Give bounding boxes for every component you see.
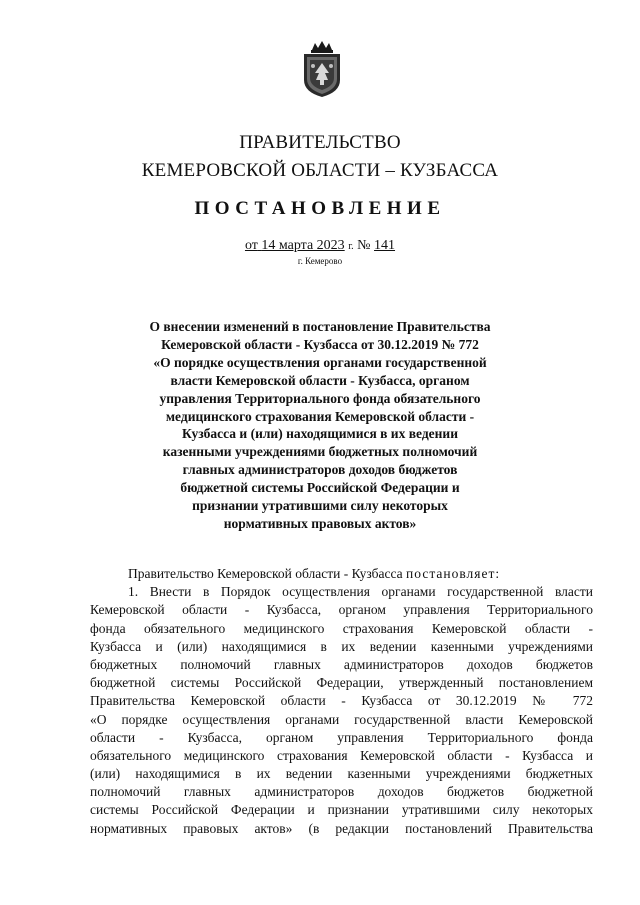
subject-line: медицинского страхования Кемеровской области - bbox=[165, 408, 475, 424]
body-line: нормативных правовых актов» (в редакции постановлений Правительства bbox=[90, 820, 593, 836]
body-line: области - Кузбасса, органом управления Территориального фонда bbox=[90, 729, 593, 745]
subject-line: Кемеровской области - Кузбасса от 30.12.2019 № 772 bbox=[161, 336, 479, 352]
document-type-title: ПОСТАНОВЛЕНИЕ bbox=[194, 198, 446, 219]
body-line: бюджетной системы Российской Федерации, утвержденный постановлением bbox=[90, 675, 593, 691]
city-name: г. Кемерово bbox=[297, 256, 343, 266]
body-line: бюджетных полномочий главных администраторов доходов бюджетов bbox=[90, 656, 593, 672]
date-value: 14 марта 2023 bbox=[261, 238, 345, 253]
body-line: Кузбасса и (или) находящимися в их ведении казенными учреждениями bbox=[90, 638, 593, 654]
year-suffix: г. bbox=[348, 241, 354, 252]
body-line: 1. Внести в Порядок осуществления органами государственной власти bbox=[128, 584, 593, 600]
body-line: «О порядке осуществления органами государственной власти Кемеровской bbox=[90, 711, 593, 727]
subject-line: главных администраторов доходов бюджетов bbox=[182, 462, 458, 478]
subject-line: казенными учреждениями бюджетных полномочий bbox=[162, 444, 478, 460]
intro-text: Правительство Кемеровской области - Кузбасса bbox=[128, 566, 403, 581]
document-subject bbox=[140, 318, 500, 533]
subject-line: управления Территориального фонда обязательного bbox=[159, 390, 481, 406]
body-line: Кемеровской области - Кузбасса, органом управления Территориального bbox=[90, 602, 593, 618]
date-prefix: от bbox=[244, 238, 258, 253]
body-line: (или) находящимися в их ведении казенными учреждениями бюджетных bbox=[90, 766, 593, 782]
subject-line: бюджетной системы Российской Федерации и bbox=[180, 480, 460, 496]
body-line: фонда обязательного медицинского страхования Кемеровской области - bbox=[90, 620, 593, 636]
body-line: системы Российской Федерации и признании утратившими силу некоторых bbox=[90, 802, 593, 818]
subject-line: признании утратившими силу некоторых bbox=[192, 498, 448, 514]
subject-line: «О порядке осуществления органами государственной bbox=[153, 354, 487, 370]
subject-line: О внесении изменений в постановление Правительства bbox=[149, 319, 491, 334]
number-prefix: № bbox=[357, 238, 371, 253]
government-name-line1: ПРАВИТЕЛЬСТВО bbox=[239, 132, 401, 153]
document-date-number bbox=[0, 238, 640, 254]
subject-line: власти Кемеровской области - Кузбасса, органом bbox=[170, 372, 470, 388]
subject-line: Кузбасса и (или) находящимися в их ведении bbox=[182, 426, 458, 442]
subject-line: нормативных правовых актов» bbox=[223, 515, 417, 531]
intro-verb: постановляет: bbox=[406, 566, 501, 581]
government-name-line2: КЕМЕРОВСКОЙ ОБЛАСТИ – КУЗБАССА bbox=[141, 160, 499, 181]
kemerovo-region-coat-of-arms-icon bbox=[299, 40, 345, 98]
body-line: Правительства Кемеровской области - Кузбасса от 30.12.2019 № 772 bbox=[90, 693, 593, 709]
body-line: полномочий главных администраторов доходов бюджетов бюджетной bbox=[90, 784, 593, 800]
document-body bbox=[90, 565, 593, 838]
intro-line bbox=[90, 565, 593, 583]
number-value: 141 bbox=[374, 238, 396, 253]
body-line: обязательного медицинского страхования Кемеровской области - Кузбасса и bbox=[90, 747, 593, 763]
